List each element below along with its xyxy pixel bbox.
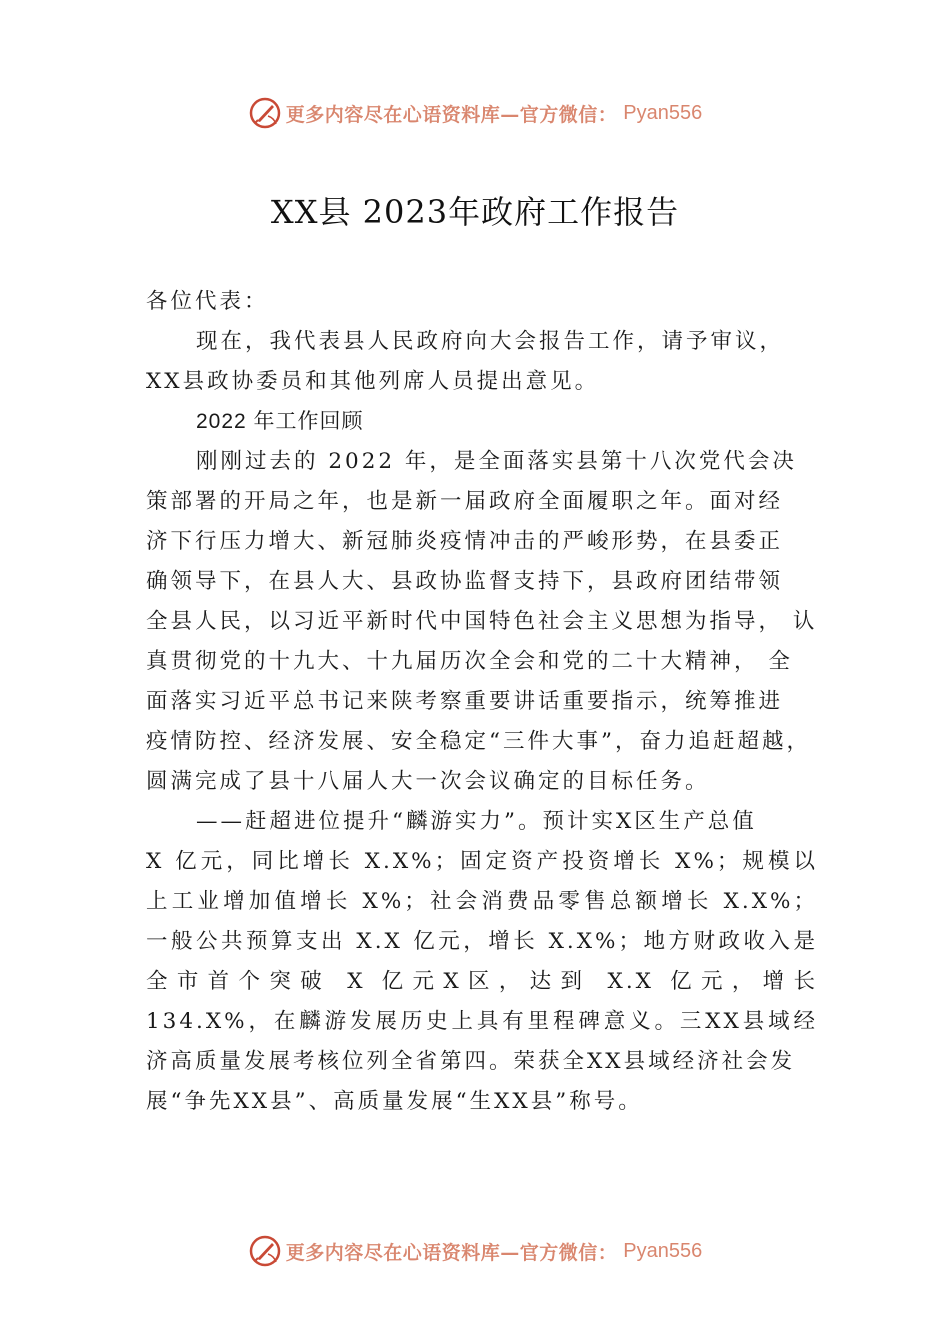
paragraph-line: 全市首个突破 X 亿元X区，达到 X.X 亿元，增长 [146, 969, 818, 994]
watermark-account: Pyan556 [623, 101, 703, 124]
salutation: 各位代表： [146, 289, 269, 314]
paragraph-line: X 亿元，同比增长 X.X%；固定资产投资增长 X%；规模以 [146, 849, 818, 874]
document-body [146, 282, 818, 1122]
paragraph-line: XX县政协委员和其他列席人员提出意见。 [146, 369, 600, 394]
paragraph-line: 济高质量发展考核位列全省第四。荣获全XX县域经济社会发 [146, 1049, 796, 1074]
paragraph-line: 济下行压力增大、新冠肺炎疫情冲击的严峻形势，在县委正 [146, 529, 784, 554]
paragraph-line: 上工业增加值增长 X%；社会消费品零售总额增长 X.X%； [146, 889, 818, 914]
paragraph-line: 策部署的开局之年，也是新一届政府全面履职之年。面对经 [146, 489, 784, 514]
paragraph-line: 真贯彻党的十九大、十九届历次全会和党的二十大精神， 全 [146, 649, 793, 674]
document-title: XX县 2023年政府工作报告 [270, 193, 680, 231]
paragraph-line: ——赶超进位提升“麟游实力”。预计实X区生产总值 [196, 809, 757, 834]
quill-pen-logo-icon [248, 1234, 282, 1268]
section-heading: 2022 年工作回顾 [196, 410, 364, 433]
footer-watermark [0, 1234, 950, 1268]
paragraph-line: 确领导下，在县人大、县政协监督支持下，县政府团结带领 [146, 569, 784, 594]
paragraph-line: 圆满完成了县十八届人大一次会议确定的目标任务。 [146, 769, 710, 794]
paragraph-line: 刚刚过去的 2022 年，是全面落实县第十八次党代会决 [196, 449, 797, 474]
watermark-account: Pyan556 [623, 1239, 703, 1262]
watermark-text: 更多内容尽在心语资料库—官方微信： [285, 103, 618, 126]
paragraph-line: 疫情防控、经济发展、安全稳定“三件大事”，奋力追赶超越， [146, 729, 811, 754]
paragraph-line: 全县人民，以习近平新时代中国特色社会主义思想为指导， 认 [146, 609, 818, 634]
paragraph-line: 现在，我代表县人民政府向大会报告工作，请予审议， [196, 329, 785, 354]
paragraph-line: 面落实习近平总书记来陕考察重要讲话重要指示，统筹推进 [146, 689, 784, 714]
watermark-text: 更多内容尽在心语资料库—官方微信： [285, 1241, 618, 1264]
paragraph-line: 展“争先XX县”、高质量发展“生XX县”称号。 [146, 1089, 643, 1114]
paragraph-line: 一般公共预算支出 X.X 亿元，增长 X.X%；地方财政收入是 [146, 929, 818, 954]
quill-pen-logo-icon [248, 96, 282, 130]
header-watermark [0, 96, 950, 130]
paragraph-line: 134.X%，在麟游发展历史上具有里程碑意义。三XX县域经 [146, 1009, 818, 1034]
